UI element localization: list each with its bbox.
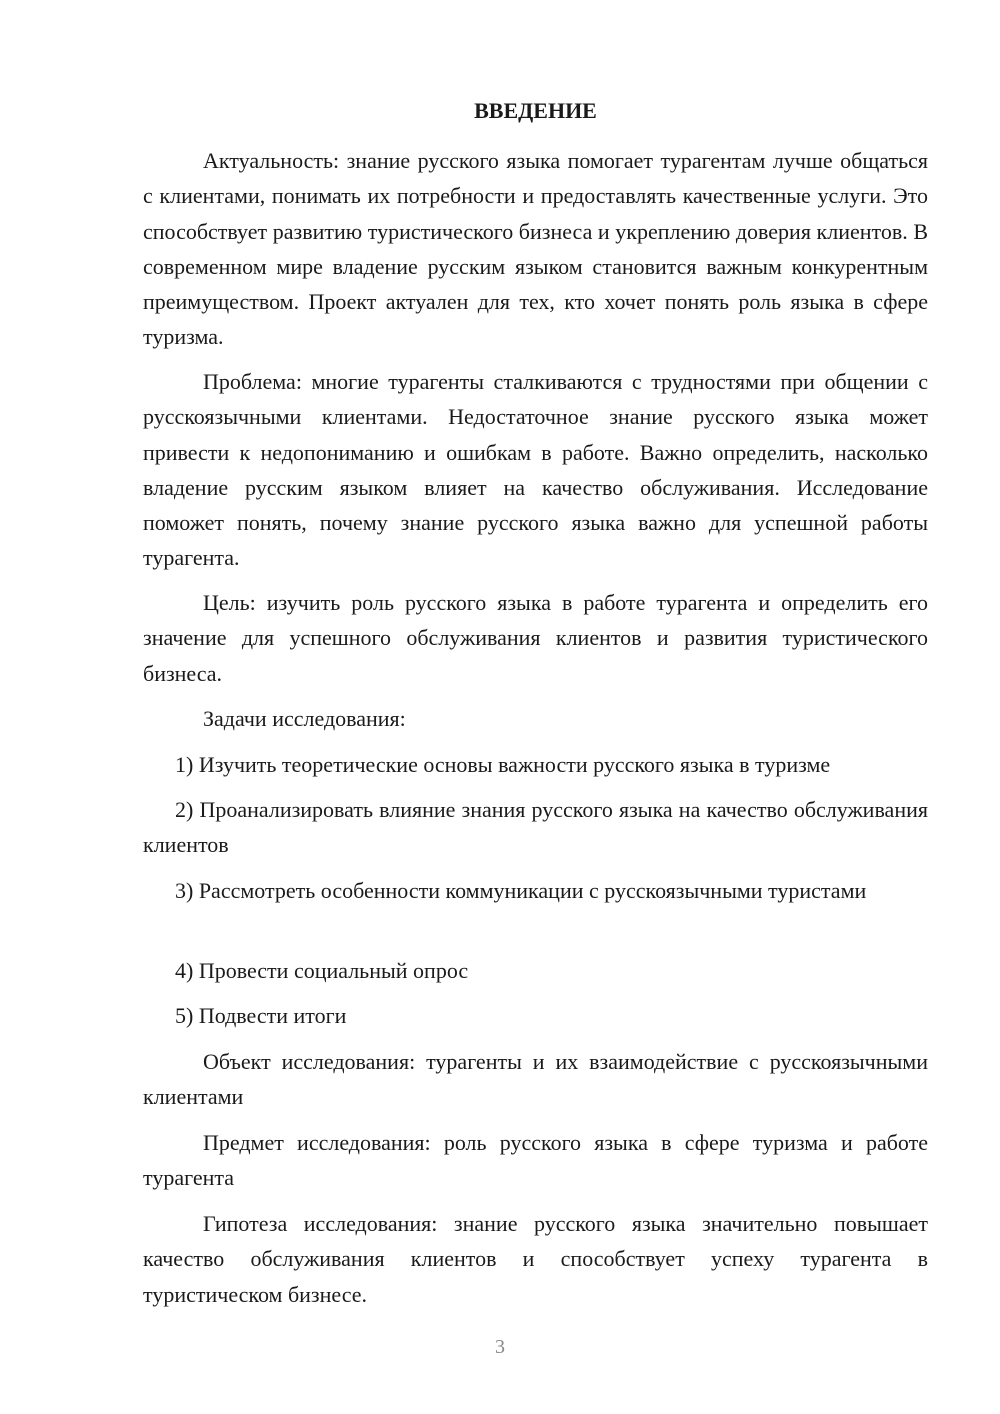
page-title: ВВЕДЕНИЕ xyxy=(474,98,597,123)
paragraph-relevance: Актуальность: знание русского языка помогает турагентам лучше общаться с клиентами, понимать их потребности и предоставлять качественные услуги. Это способствует развитию туристического бизнеса и укреплению доверия клиентов. В современном мире владение русским языком становится важным конкурентным преимуществом. Проект актуален для тех, кто хочет понять роль языка в сфере туризма. xyxy=(143,148,928,350)
task-item-1: 1) Изучить теоретические основы важности русского языка в туризме xyxy=(175,752,831,777)
paragraph-tasks-heading: Задачи исследования: xyxy=(203,706,406,731)
paragraph-goal: Цель: изучить роль русского языка в работе турагента и определить его значение для успешного обслуживания клиентов и развития туристического бизнеса. xyxy=(143,590,928,686)
page-number: 3 xyxy=(495,1336,505,1358)
task-item-3: 3) Рассмотреть особенности коммуникации с русскоязычными туристами xyxy=(175,878,867,903)
task-item-4: 4) Провести социальный опрос xyxy=(175,958,469,983)
paragraph-object: Объект исследования: турагенты и их взаимодействие с русскоязычными клиентами xyxy=(143,1049,928,1110)
task-item-2: 2) Проанализировать влияние знания русского языка на качество обслуживания клиентов xyxy=(143,797,928,858)
task-item-5: 5) Подвести итоги xyxy=(175,1003,347,1028)
paragraph-subject: Предмет исследования: роль русского языка в сфере туризма и работе турагента xyxy=(143,1130,928,1191)
paragraph-problem: Проблема: многие турагенты сталкиваются с трудностями при общении с русскоязычными клиентами. Недостаточное знание русского языка может привести к недопониманию и ошибкам в работе. Важно определить, насколько владение русским языком влияет на качество обслуживания. Исследование поможет понять, почему знание русского языка важно для успешной работы турагента. xyxy=(143,369,928,571)
paragraph-hypothesis: Гипотеза исследования: знание русского языка значительно повышает качество обслуживания клиентов и способствует успеху турагента в туристическом бизнесе. xyxy=(143,1211,928,1307)
